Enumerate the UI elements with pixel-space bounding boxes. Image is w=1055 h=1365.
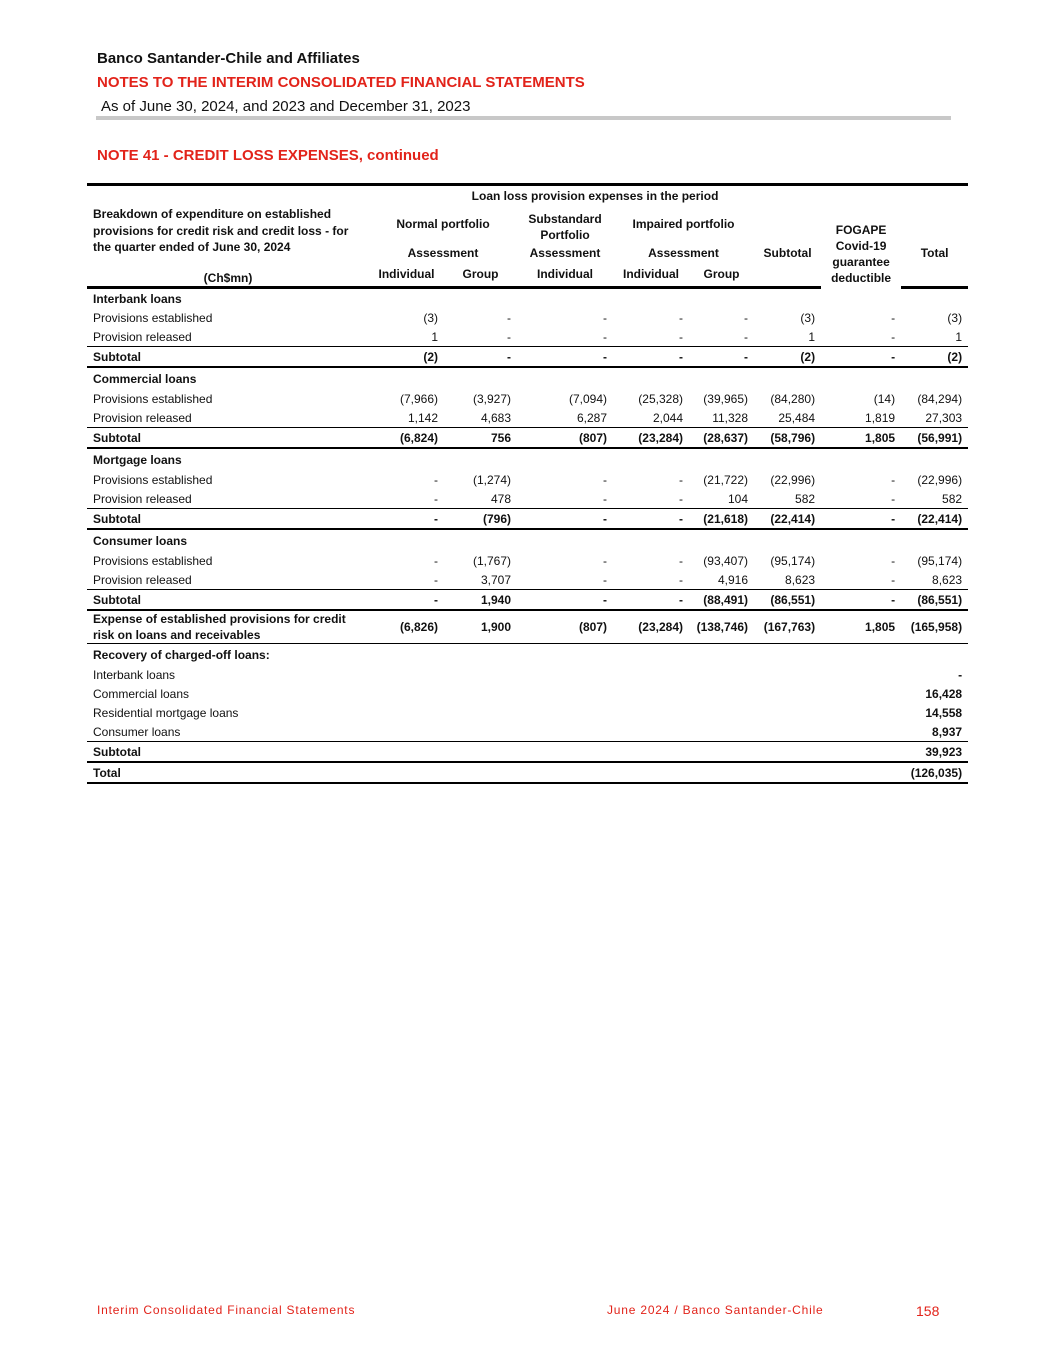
impaired-individual-header: Individual — [613, 262, 689, 288]
value-cell: 1,805 — [821, 610, 901, 644]
value-cell: (3) — [800, 310, 816, 325]
table-row — [87, 389, 968, 408]
unit-label: (Ch$mn) — [87, 262, 369, 288]
value-cell: - — [434, 572, 438, 587]
header-spacer — [87, 185, 369, 206]
value-cell: (84,294) — [917, 391, 963, 406]
value-cell: - — [507, 329, 511, 344]
row-label: Provisions established — [93, 553, 213, 568]
impaired-portfolio-header: Impaired portfolio — [632, 217, 735, 231]
table-row — [87, 408, 968, 428]
table-row — [87, 489, 968, 509]
impaired-assessment-header: Assessment — [648, 245, 719, 260]
value-cell: - — [603, 491, 607, 506]
value-cell: - — [958, 667, 963, 682]
note-title: NOTE 41 - CREDIT LOSS EXPENSES, continued — [97, 147, 439, 164]
value-cell: 2,044 — [652, 410, 683, 425]
value-cell: (2) — [369, 347, 444, 368]
row-label: Subtotal — [87, 509, 369, 530]
page-number: 158 — [916, 1303, 940, 1319]
subtotal-row — [87, 428, 968, 449]
value-cell: (95,174) — [917, 553, 963, 568]
normal-portfolio-header: Normal portfolio — [396, 217, 490, 231]
impaired-group-header: Group — [689, 262, 754, 288]
value-cell: - — [603, 553, 607, 568]
total-column-header: Total — [920, 245, 949, 260]
value-cell: 3,707 — [480, 572, 511, 587]
value-cell: - — [679, 310, 683, 325]
value-cell: - — [821, 590, 901, 611]
value-cell: (23,284) — [613, 428, 689, 449]
value-cell: - — [517, 590, 613, 611]
value-cell: (167,763) — [754, 610, 821, 644]
super-header: Loan loss provision expenses in the period — [369, 185, 821, 206]
value-cell: (88,491) — [689, 590, 754, 611]
value-cell: - — [689, 347, 754, 368]
table-row — [87, 551, 968, 570]
section-title: Interbank loans — [93, 291, 182, 306]
value-cell: (22,414) — [754, 509, 821, 530]
value-cell: - — [603, 329, 607, 344]
row-label: Interbank loans — [93, 667, 176, 682]
value-cell: - — [821, 347, 901, 368]
section-title: Consumer loans — [93, 533, 188, 548]
footer-center: June 2024 / Banco Santander-Chile — [607, 1303, 824, 1317]
value-cell: (2) — [901, 347, 968, 368]
value-cell: (56,991) — [901, 428, 968, 449]
value-cell: (58,796) — [754, 428, 821, 449]
value-cell: - — [679, 472, 683, 487]
row-label: Provision released — [93, 572, 192, 587]
value-cell: 478 — [490, 491, 511, 506]
section-title-row — [87, 288, 968, 309]
value-cell: (22,996) — [770, 472, 816, 487]
value-cell: 1 — [955, 329, 963, 344]
value-cell: (95,174) — [770, 553, 816, 568]
row-label: Provision released — [93, 410, 192, 425]
value-cell: (796) — [444, 509, 517, 530]
value-cell: - — [444, 347, 517, 368]
credit-loss-table — [87, 183, 968, 784]
value-cell: - — [369, 590, 444, 611]
recovery-row — [87, 684, 968, 703]
value-cell: (21,722) — [703, 472, 748, 487]
value-cell: (2) — [754, 347, 821, 368]
value-cell: - — [891, 553, 896, 568]
value-cell: - — [507, 310, 511, 325]
section-title: Mortgage loans — [93, 452, 182, 467]
row-label: Provision released — [93, 329, 192, 344]
value-cell: 39,923 — [901, 742, 968, 763]
value-cell: (138,746) — [689, 610, 754, 644]
value-cell: - — [744, 310, 748, 325]
value-cell: (126,035) — [901, 762, 968, 783]
row-label: Subtotal — [87, 347, 369, 368]
value-cell: - — [517, 347, 613, 368]
subtotal-column-header: Subtotal — [763, 245, 812, 260]
value-cell: 1,805 — [821, 428, 901, 449]
normal-assessment-header: Assessment — [407, 245, 479, 260]
value-cell: 1 — [431, 329, 438, 344]
value-cell: 582 — [795, 491, 816, 506]
row-label: Residential mortgage loans — [93, 705, 239, 720]
value-cell: (25,328) — [638, 391, 683, 406]
row-label: Total — [87, 762, 901, 783]
value-cell: - — [891, 310, 896, 325]
value-cell: (165,958) — [901, 610, 968, 644]
value-cell: - — [603, 310, 607, 325]
company-name: Banco Santander-Chile and Affiliates — [97, 50, 360, 67]
footer-left: Interim Consolidated Financial Statements — [97, 1303, 356, 1317]
value-cell: - — [891, 491, 896, 506]
value-cell: 16,428 — [925, 686, 963, 701]
recovery-title: Recovery of charged-off loans: — [93, 647, 270, 662]
value-cell: - — [891, 329, 896, 344]
value-cell: (22,414) — [901, 509, 968, 530]
table-row — [87, 570, 968, 590]
value-cell: - — [744, 329, 748, 344]
value-cell: 582 — [942, 491, 963, 506]
value-cell: (86,551) — [901, 590, 968, 611]
value-cell: (1,274) — [472, 472, 511, 487]
table-row — [87, 327, 968, 347]
value-cell: 4,916 — [717, 572, 748, 587]
value-cell: 1,900 — [444, 610, 517, 644]
recovery-title-row — [87, 644, 968, 666]
recovery-row — [87, 665, 968, 684]
breakdown-label: Breakdown of expenditure on established provisions for credit risk and credit loss - for the quarter ended of June 30, 2024 — [93, 207, 349, 254]
section-title-row — [87, 448, 968, 470]
value-cell: - — [434, 491, 438, 506]
value-cell: - — [821, 509, 901, 530]
header-divider — [96, 116, 951, 120]
value-cell: (28,637) — [689, 428, 754, 449]
value-cell: - — [679, 329, 683, 344]
value-cell: - — [891, 572, 896, 587]
value-cell: - — [369, 509, 444, 530]
value-cell: 11,328 — [712, 410, 748, 425]
subtotal-row — [87, 347, 968, 368]
notes-title: NOTES TO THE INTERIM CONSOLIDATED FINANCIAL STATEMENTS — [97, 74, 585, 91]
value-cell: 1,940 — [444, 590, 517, 611]
section-title-row — [87, 529, 968, 551]
value-cell: (23,284) — [613, 610, 689, 644]
value-cell: 756 — [444, 428, 517, 449]
value-cell: - — [517, 509, 613, 530]
value-cell: 8,623 — [785, 572, 816, 587]
value-cell: (1,767) — [472, 553, 511, 568]
value-cell: - — [434, 553, 438, 568]
value-cell: (3) — [947, 310, 963, 325]
row-label: Expense of established provisions for credit risk on loans and receivables — [87, 610, 369, 644]
value-cell: 14,558 — [925, 705, 963, 720]
table-row — [87, 308, 968, 327]
substandard-assessment-header: Assessment — [529, 245, 601, 260]
subtotal-row — [87, 590, 968, 611]
row-label: Commercial loans — [93, 686, 190, 701]
expense-row — [87, 610, 968, 644]
value-cell: - — [679, 553, 683, 568]
normal-individual-header: Individual — [369, 262, 444, 288]
value-cell: 1,819 — [865, 410, 896, 425]
section-title: Commercial loans — [93, 371, 197, 386]
row-label: Subtotal — [87, 742, 901, 763]
table-row — [87, 470, 968, 489]
value-cell: 8,623 — [932, 572, 963, 587]
section-title-row — [87, 367, 968, 389]
value-cell: - — [613, 347, 689, 368]
recovery-row — [87, 722, 968, 742]
value-cell: (7,094) — [568, 391, 607, 406]
value-cell: (93,407) — [703, 553, 748, 568]
value-cell: - — [434, 472, 438, 487]
value-cell: 6,287 — [576, 410, 607, 425]
substandard-portfolio-header: Substandard Portfolio — [528, 212, 602, 242]
value-cell: (84,280) — [770, 391, 816, 406]
value-cell: 27,303 — [925, 410, 963, 425]
value-cell: (21,618) — [689, 509, 754, 530]
subtotal-row — [87, 509, 968, 530]
recovery-row — [87, 703, 968, 722]
value-cell: 8,937 — [932, 724, 963, 739]
normal-group-header: Group — [444, 262, 517, 288]
row-label: Subtotal — [87, 590, 369, 611]
value-cell: - — [891, 472, 896, 487]
value-cell: (86,551) — [754, 590, 821, 611]
row-label: Provisions established — [93, 391, 213, 406]
as-of-date: As of June 30, 2024, and 2023 and December 31, 2023 — [101, 98, 471, 115]
value-cell: (3) — [423, 310, 438, 325]
value-cell: 104 — [727, 491, 748, 506]
value-cell: 1 — [808, 329, 816, 344]
value-cell: (807) — [517, 428, 613, 449]
value-cell: (7,966) — [399, 391, 438, 406]
row-label: Provision released — [93, 491, 192, 506]
total-row — [87, 762, 968, 783]
value-cell: (14) — [873, 391, 896, 406]
row-label: Consumer loans — [93, 724, 181, 739]
row-label: Subtotal — [87, 428, 369, 449]
value-cell: - — [613, 590, 689, 611]
row-label: Provisions established — [93, 310, 213, 325]
value-cell: - — [679, 491, 683, 506]
value-cell: - — [613, 509, 689, 530]
value-cell: (22,996) — [917, 472, 963, 487]
value-cell: - — [679, 572, 683, 587]
recovery-subtotal-row — [87, 742, 968, 763]
value-cell: (3,927) — [472, 391, 511, 406]
value-cell: 25,484 — [778, 410, 816, 425]
value-cell: 1,142 — [407, 410, 438, 425]
value-cell: 4,683 — [480, 410, 511, 425]
value-cell: - — [603, 472, 607, 487]
value-cell: (807) — [517, 610, 613, 644]
fogape-header: FOGAPE Covid-19 guarantee deductible — [831, 222, 892, 285]
row-label: Provisions established — [93, 472, 213, 487]
value-cell: (6,824) — [369, 428, 444, 449]
value-cell: - — [603, 572, 607, 587]
substandard-individual-header: Individual — [517, 262, 613, 288]
value-cell: (6,826) — [369, 610, 444, 644]
value-cell: (39,965) — [703, 391, 748, 406]
